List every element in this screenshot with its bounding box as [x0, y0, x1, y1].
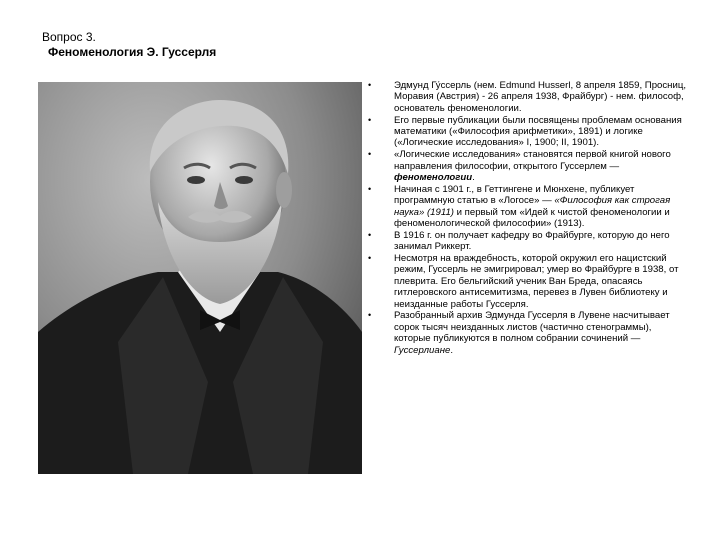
bullet-text: Разобранный архив Эдмунда Гуссерля в Лувене насчитывает сорок тысяч неизданных листов (частично стенограммы), которые публикуются в полном собрании сочинений — — [394, 310, 670, 345]
slide-title: Феноменология Э. Гуссерля — [48, 45, 217, 59]
portrait-image — [38, 82, 362, 474]
bullet-text: Несмотря на враждебность, которой окружил его нацистский режим, Гуссерль не эмигрировал; умер во Фрайбурге в 1938, от плеврита. Его бельгийский ученик Ван Бреда, опасаясь гитлеровского антисемитизма, перевез в Лувен библиотеку и неизданные работы Гуссерля. — [394, 253, 679, 310]
list-item — [368, 149, 688, 183]
bullet-marker: • — [368, 149, 372, 160]
bullet-marker: • — [368, 80, 372, 90]
question-number: Вопрос 3. — [42, 30, 96, 44]
list-item — [368, 253, 688, 310]
bullet-marker: • — [368, 253, 372, 264]
bullet-text: Начиная с 1901 г., в Геттингене и Мюнхене, публикует программную статью в «Логосе» — — [394, 183, 635, 207]
bullet-list — [368, 80, 688, 356]
bullet-text: Эдмунд Гу́ссерль (нем. Edmund Husserl, 8 апреля 1859, Просниц, Моравия (Австрия) - 26 апреля 1938, Фрайбург) - нем. философ, основатель феноменологии. — [394, 80, 686, 114]
bullet-text: . — [472, 172, 475, 184]
bullet-text: Его первые публикации были посвящены проблемам основания математики («Философия арифметики», 1891) и логике («Логические исследования» I, 1900; II, 1901). — [394, 114, 682, 149]
list-item — [368, 184, 688, 230]
bullet-marker: • — [368, 229, 372, 240]
husserl-portrait — [38, 82, 362, 474]
bullet-emphasis: «Философия как строгая наука» (1911) — [394, 195, 671, 218]
list-item — [368, 115, 688, 149]
bullet-text: . — [450, 344, 454, 356]
list-item — [368, 310, 688, 356]
bullet-marker: • — [368, 183, 372, 194]
list-item — [368, 80, 688, 114]
bullet-emphasis: Гуссерлиане — [394, 344, 451, 356]
bullet-text: «Логические исследования» становятся первой книгой нового направления философии, открытого Гуссерлем — — [394, 149, 671, 172]
list-item — [368, 230, 688, 253]
bullet-text: В 1916 г. он получает кафедру во Фрайбурге, которую до него занимал Риккерт. — [394, 229, 670, 253]
bullet-marker: • — [368, 310, 372, 321]
bullet-text: и первый том «Идей к чистой феноменологии и феноменологической философии» (1913). — [394, 206, 670, 230]
bullet-emphasis: феноменологии — [394, 172, 473, 184]
bullet-marker: • — [368, 114, 372, 125]
title-block — [42, 30, 216, 60]
